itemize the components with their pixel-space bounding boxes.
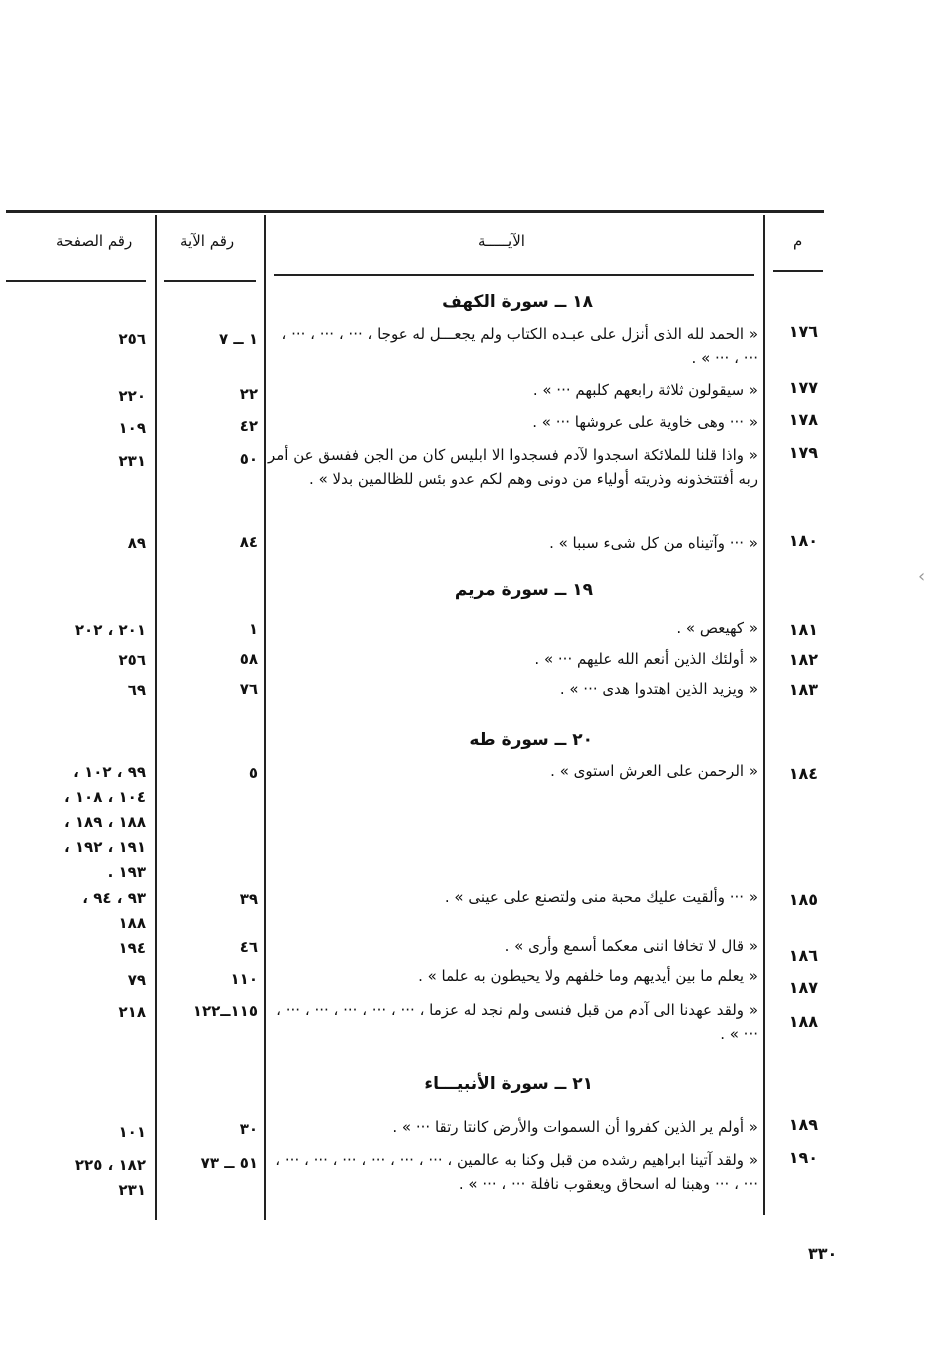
row-index: ١٧٨: [788, 410, 818, 429]
row-index: ١٨٩: [788, 1115, 818, 1134]
page-numbers: [6, 1153, 146, 1203]
header-verse: الآيـــــة: [478, 232, 525, 250]
page-numbers: [6, 618, 146, 643]
ayah-number: ٤٦: [239, 938, 258, 956]
ayah-number: ٤٢: [239, 417, 258, 435]
page-numbers: [6, 1000, 146, 1025]
verse-text: « ولقد عهدنا الى آدم من قبل فنسى ولم نجد له عزما ، ··· ، ··· ، ··· ، ··· ، ··· ، ··· » .: [276, 1001, 758, 1043]
page-numbers: [6, 416, 146, 441]
page-number: ١٩٣ .: [107, 863, 146, 881]
page-number: ٢٢٠: [118, 387, 146, 405]
page-number: ٩٩ ، ١٠٢ ،: [73, 763, 146, 781]
ayah-number: ١: [248, 620, 258, 638]
page-number: ٩٣ ، ٩٤ ،: [82, 889, 146, 907]
row-index: ١٨١: [788, 620, 818, 639]
row-index: ١٨٠: [788, 531, 818, 550]
verse-text: « الرحمن على العرش استوى » .: [550, 762, 758, 780]
page-number: ٢٥٦: [118, 651, 146, 669]
ayah-number: ٨٤: [239, 533, 258, 551]
page-number: ١٠١: [118, 1123, 146, 1141]
row-index: ١٨٣: [788, 680, 818, 699]
verse-text: « ولقد آتينا ابراهيم رشده من قبل وكنا به عالمين ، ··· ، ··· ، ··· ، ··· ، ··· ، ··· ، ··· ، ··· وهبنا له اسحاق ويعقوب نافلة ··· ، ··· » .: [275, 1151, 758, 1193]
ayah-number: ٣٠: [239, 1120, 258, 1138]
ayah-number: ٥٨: [239, 650, 258, 668]
verse-text: « يعلم ما بين أيديهم وما خلفهم ولا يحيطون به علما » .: [418, 967, 758, 985]
verse-text: « أولم ير الذين كفروا أن السموات والأرض كانتا رتقا ··· » .: [392, 1118, 758, 1136]
page-numbers: [6, 648, 146, 673]
verse-text: « واذا قلنا للملائكة اسجدوا لآدم فسجدوا الا ابليس كان من الجن ففسق عن أمر ربه أفتتخذونه وذريته أولياء من دونى وهم لكم عدو بئس للظالمين بدلا » .: [267, 446, 758, 488]
page-number: ٢٥٦: [118, 330, 146, 348]
verse-text: « ··· وألقيت عليك محبة منى ولتصنع على عينى » .: [444, 888, 758, 906]
verse-text: « ··· وهى خاوية على عروشها ··· » .: [532, 413, 758, 431]
page-number: ١٨٨ ، ١٨٩ ،: [63, 813, 146, 831]
top-rule: [6, 210, 824, 213]
header-underline-ayah: [164, 280, 256, 282]
ayah-number: ٧٦: [239, 680, 258, 698]
page-number: ١٩٤: [118, 939, 146, 957]
page-number: ٢٠١ ، ٢٠٢: [74, 621, 146, 639]
ayah-number: ٢٢: [239, 385, 258, 403]
verse-text: « أولئك الذين أنعم الله عليهم ··· » .: [534, 650, 758, 668]
ayah-number: ٥: [248, 764, 258, 782]
verse-text: « ويزيد الذين اهتدوا هدى ··· » .: [559, 680, 758, 698]
page-numbers: [6, 1120, 146, 1145]
page-number: ٢٣١: [118, 452, 146, 470]
page-numbers: [6, 968, 146, 993]
page-numbers: [6, 936, 146, 961]
column-divider-ayah: [155, 215, 157, 1220]
ayah-number: ٥٠: [239, 450, 258, 468]
verse-text: « ··· وآتيناه من كل شىء سببا » .: [549, 534, 758, 552]
row-index: ١٧٧: [788, 378, 818, 397]
page-numbers: [6, 678, 146, 703]
verse-text: « كهيعص » .: [676, 619, 758, 637]
page-numbers: [6, 327, 146, 352]
page-number: ١٨٨: [118, 914, 146, 932]
header-page-number: رقم الصفحة: [56, 232, 133, 250]
scan-mark: ‹: [918, 566, 926, 587]
surah-title: ٢١ ــ سورة الأنبيـــاء: [424, 1074, 593, 1094]
row-index: ١٨٢: [788, 650, 818, 669]
page-numbers: [6, 449, 146, 474]
header-ayah-number: رقم الآية: [180, 232, 235, 250]
page-number: ٢١٨: [118, 1003, 146, 1021]
verse-text: « قال لا تخافا اننى معكما أسمع وأرى » .: [504, 937, 758, 955]
page-number: ٢٣١: [118, 1181, 146, 1199]
surah-title: ١٩ ــ سورة مريم: [454, 580, 593, 600]
page-number: ٦٩: [127, 681, 146, 699]
page-number: ١٠٤ ، ١٠٨ ،: [63, 788, 146, 806]
page-number: ٨٩: [127, 534, 146, 552]
row-index: ١٨٥: [788, 890, 818, 909]
surah-title: ١٨ ــ سورة الكهف: [442, 292, 593, 312]
verse-text: « سيقولون ثلاثة رابعهم كلبهم ··· » .: [532, 381, 758, 399]
page-numbers: [6, 384, 146, 409]
page-numbers: [6, 531, 146, 556]
verse-text: « الحمد لله الذى أنزل على عبـده الكتاب ولم يجعـــل له عوجا ، ··· ، ··· ، ··· ، ··· ، ··· » .: [281, 325, 758, 367]
page-number: ١٩١ ، ١٩٢ ،: [63, 838, 146, 856]
page-numbers: [6, 886, 146, 936]
header-underline-verse: [274, 274, 754, 276]
ayah-number: ١١٠: [230, 970, 258, 988]
row-index: ١٨٧: [788, 978, 818, 997]
page-number: ١٨٢ ، ٢٢٥: [74, 1156, 146, 1174]
page-number-footer: ٣٣٠: [808, 1244, 838, 1263]
ayah-number: ١ ــ ٧: [218, 330, 258, 348]
row-index: ١٧٦: [788, 322, 818, 341]
row-index: ١٨٦: [788, 946, 818, 965]
row-index: ١٩٠: [788, 1148, 818, 1167]
row-index: ١٨٨: [788, 1012, 818, 1031]
surah-title: ٢٠ ــ سورة طه: [469, 730, 593, 750]
header-index: م: [793, 232, 803, 250]
header-underline-index: [773, 270, 823, 272]
ayah-number: ٥١ ــ ٧٣: [200, 1154, 258, 1172]
column-divider-index: [763, 215, 765, 1215]
page-number: ١٠٩: [118, 419, 146, 437]
header-underline-pages: [6, 280, 146, 282]
row-index: ١٧٩: [788, 443, 818, 462]
ayah-number: ٣٩: [239, 890, 258, 908]
page-number: ٧٩: [127, 971, 146, 989]
row-index: ١٨٤: [788, 764, 818, 783]
page-numbers: [6, 760, 146, 885]
ayah-number: ١١٥ــ١٢٢: [192, 1002, 258, 1020]
